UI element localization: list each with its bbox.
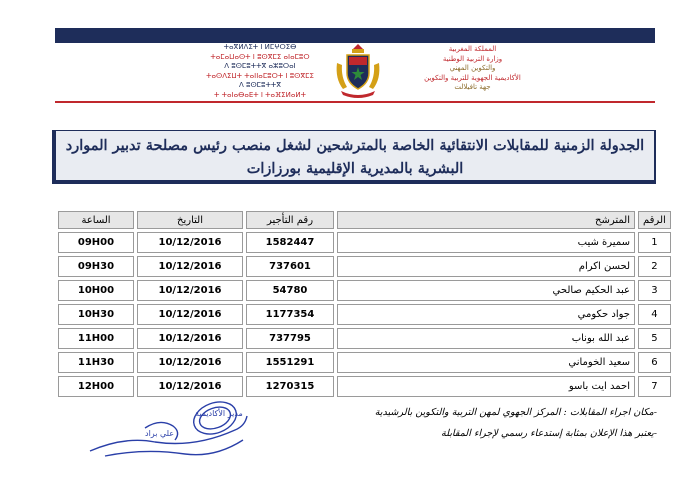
letterhead-left-line: ⵜ ⵜⴰⵏⴰⴱⴰⴹⵜ ⵏ ⵜⴰⴼⵉⵍⴰⵍⵜ [214,90,306,99]
table-row [58,256,671,277]
cell-registration: 737601 [246,256,334,277]
letterhead-arabic [395,45,550,93]
cell-registration: 737795 [246,328,334,349]
letterhead-left-line: ⵜⴰⴳⵍⴷⵉⵜ ⵏ ⵍⵎⵖⵔⵉⴱ [223,43,297,51]
header-candidate: المترشح [337,211,635,229]
cell-candidate: عبد الحكيم صالحي [337,280,635,301]
letterhead-left-line: ⵜⴰⵎⴰⵡⴰⵙⵜ ⵏ ⵓⵙⴳⵎⵉ ⴰⵏⴰⵎⵓⵔ [210,52,310,61]
cell-date: 10/12/2016 [137,328,243,349]
cell-time: 11H30 [58,352,134,373]
cell-candidate: جواد حكومي [337,304,635,325]
cell-date: 10/12/2016 [137,232,243,253]
director-stamp-signature [85,396,255,466]
table-row [58,280,671,301]
letterhead-right-line: والتكوين المهني [449,64,496,72]
cell-date: 10/12/2016 [137,256,243,277]
cell-registration: 1582447 [246,232,334,253]
cell-number: 6 [638,352,671,373]
cell-time: 10H00 [58,280,134,301]
letterhead-left-line: ⵜⴰⵙⴷⵉⵡⵜ ⵜⴰⵏⵏⴰⵎⵓⵔⵜ ⵏ ⵓⵙⴳⵎⵉ [206,71,314,80]
stamp-title: مدير الأكاديمية [195,409,243,418]
header-top-band [55,28,655,43]
cell-registration: 1270315 [246,376,334,397]
cell-candidate: عبد الله بوناب [337,328,635,349]
letterhead-right-line: المملكة المغربية [448,45,497,53]
header-number: الرقم [638,211,671,229]
header-date: التاريخ [137,211,243,229]
notes [330,402,657,444]
cell-time: 09H00 [58,232,134,253]
header-registration: رقم التأجير [246,211,334,229]
stamp-signature-name: علي براد [145,429,175,438]
letterhead-tifinagh [185,43,335,100]
cell-date: 10/12/2016 [137,304,243,325]
cell-candidate: سميرة شيب [337,232,635,253]
header-time: الساعة [58,211,134,229]
table-row [58,376,671,397]
cell-number: 5 [638,328,671,349]
cell-number: 2 [638,256,671,277]
cell-date: 10/12/2016 [137,376,243,397]
cell-date: 10/12/2016 [137,280,243,301]
cell-time: 09H30 [58,256,134,277]
table-header-row [58,211,671,229]
title-box [52,130,656,184]
cell-number: 4 [638,304,671,325]
table-row [58,352,671,373]
letterhead-left-line: ⴷ ⵓⵙⵎⵓⵜⵜⴳ [239,81,281,89]
note-convocation: -يعتبر هذا الإعلان بمثابة إستدعاء رسمي لإجراء المقابلة [441,428,657,439]
letterhead-divider [55,101,655,103]
letterhead-right-line: جهة تافيلالت [454,83,491,91]
letterhead-right-line: الأكاديمية الجهوية للتربية والتكوين [424,73,521,82]
letterhead-left-line: ⴷ ⵓⵙⵎⵓⵜⵜⴳ ⴰⵣⵓⵔⴰⵏ [224,62,296,70]
cell-registration: 1551291 [246,352,334,373]
page-title: الجدولة الزمنية للمقابلات الانتقائية الخاصة بالمترشحين لشغل منصب رئيس مصلحة تدبير الموارد البشرية بالمديرية الإقليمية بورزازات [65,137,645,177]
cell-time: 12H00 [58,376,134,397]
cell-candidate: لحسن اكرام [337,256,635,277]
cell-number: 3 [638,280,671,301]
table-row [58,304,671,325]
cell-candidate: احمد ايت باسو [337,376,635,397]
cell-number: 1 [638,232,671,253]
letterhead-right-line: وزارة التربية الوطنية [442,54,503,63]
cell-time: 11H00 [58,328,134,349]
letterhead [55,43,655,101]
table-row [58,232,671,253]
coat-of-arms-icon [333,43,383,99]
cell-time: 10H30 [58,304,134,325]
note-location: -مكان اجراء المقابلات : المركز الجهوي لمهن التربية والتكوين بالرشيدية [374,407,657,418]
schedule-table [55,208,674,400]
table-row [58,328,671,349]
cell-date: 10/12/2016 [137,352,243,373]
cell-registration: 1177354 [246,304,334,325]
cell-candidate: سعيد الخوماني [337,352,635,373]
cell-number: 7 [638,376,671,397]
cell-registration: 54780 [246,280,334,301]
